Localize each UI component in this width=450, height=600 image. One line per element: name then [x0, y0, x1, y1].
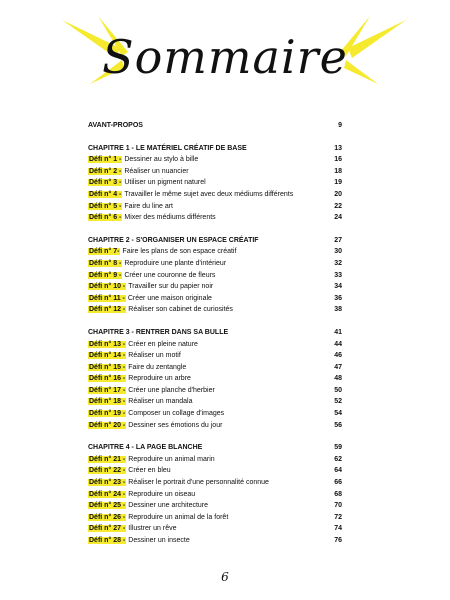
challenge-title: Réaliser son cabinet de curiosités: [128, 306, 233, 314]
toc-challenge-row[interactable]: [88, 258, 342, 270]
challenge-page: 68: [334, 490, 342, 498]
challenge-title: Dessiner une architecture: [128, 502, 209, 510]
challenge-page: 47: [334, 363, 342, 371]
challenge-title: Travailler le même sujet avec deux médiums différents: [124, 190, 294, 198]
challenge-title: Mixer des médiums différents: [124, 214, 216, 222]
challenge-title: Réaliser un motif: [128, 352, 181, 360]
toc-challenge-row[interactable]: [88, 154, 342, 166]
challenge-title: Reproduire un arbre: [128, 375, 191, 383]
challenge-tag: Défi n° 11 -: [89, 294, 125, 302]
challenge-title: Réaliser un nuancier: [124, 167, 189, 175]
toc-challenge-row[interactable]: [88, 246, 342, 258]
table-of-contents: [88, 120, 342, 547]
challenge-tag: Défi n° 28 -: [89, 537, 126, 544]
toc-challenge-row[interactable]: [88, 535, 342, 547]
challenge-title: Dessiner ses émotions du jour: [128, 421, 223, 429]
toc-challenge-row[interactable]: [88, 489, 342, 501]
challenge-page: 50: [334, 386, 342, 394]
challenge-tag: Défi n° 14 -: [89, 352, 126, 360]
challenge-page: 38: [334, 306, 342, 314]
toc-chapter-page: 41: [334, 328, 342, 336]
toc-challenge-row[interactable]: [88, 500, 342, 512]
challenge-tag: Défi n° 20 -: [89, 421, 126, 429]
challenge-page: 44: [334, 340, 342, 348]
toc-intro-page: 9: [338, 122, 342, 129]
toc-chapter-row[interactable]: [88, 143, 342, 155]
toc-intro-row[interactable]: [88, 120, 342, 132]
challenge-tag: Défi n° 26 -: [89, 513, 126, 521]
toc-challenge-row[interactable]: [88, 512, 342, 524]
challenge-tag: Défi n° 6 -: [89, 214, 122, 222]
challenge-title: Faire du zentangle: [128, 363, 187, 371]
challenge-title: Travailler sur du papier noir: [128, 283, 214, 291]
challenge-page: 34: [334, 283, 342, 291]
toc-challenge-row[interactable]: [88, 189, 342, 201]
challenge-tag: Défi n° 13 -: [89, 340, 126, 348]
toc-challenge-row[interactable]: [88, 304, 342, 316]
challenge-tag: Défi n° 8 -: [89, 259, 122, 267]
challenge-tag: Défi n° 17 -: [89, 386, 126, 394]
challenge-tag: Défi n° 9 -: [89, 271, 122, 279]
toc-chapter-title: CHAPITRE 3 - RENTRER DANS SA BULLE: [88, 328, 229, 336]
challenge-tag: Défi n° 10 -: [89, 283, 126, 291]
challenge-page: 16: [334, 156, 342, 164]
toc-challenge-row[interactable]: [88, 201, 342, 213]
challenge-page: 32: [334, 259, 342, 267]
toc-challenge-row[interactable]: [88, 339, 342, 351]
challenge-title: Faire les plans de son espace créatif: [122, 248, 237, 256]
toc-spacer: [88, 316, 342, 327]
challenge-tag: Défi n° 25 -: [89, 502, 126, 510]
challenge-title: Utiliser un pigment naturel: [124, 179, 206, 187]
challenge-page: 62: [334, 455, 342, 463]
challenge-tag: Défi n° 4 -: [89, 190, 122, 198]
challenge-page: 76: [334, 537, 342, 544]
challenge-tag: Défi n° 19 -: [89, 410, 126, 418]
toc-chapter-title: CHAPITRE 2 - S'ORGANISER UN ESPACE CRÉATIF: [88, 236, 259, 244]
toc-chapter-row[interactable]: [88, 235, 342, 247]
challenge-tag: Défi n° 7-: [89, 248, 120, 256]
challenge-tag: Défi n° 22 -: [89, 467, 126, 475]
toc-challenge-row[interactable]: [88, 465, 342, 477]
toc-challenge-row[interactable]: [88, 420, 342, 432]
challenge-page: 52: [334, 398, 342, 406]
challenge-title: Réaliser un mandala: [128, 398, 193, 406]
challenge-tag: Défi n° 27 -: [89, 525, 126, 533]
challenge-tag: Défi n° 12 -: [89, 306, 126, 314]
toc-spacer: [88, 431, 342, 442]
toc-chapter-row[interactable]: [88, 327, 342, 339]
challenge-title: Illustrer un rêve: [128, 525, 177, 533]
challenge-page: 20: [334, 190, 342, 198]
challenge-title: Dessiner au stylo à bille: [124, 156, 199, 164]
challenge-page: 64: [334, 467, 342, 475]
toc-challenge-row[interactable]: [88, 385, 342, 397]
challenge-page: 48: [334, 375, 342, 383]
toc-intro-label: AVANT-PROPOS: [88, 122, 143, 129]
challenge-title: Réaliser le portrait d'une personnalité connue: [128, 479, 269, 487]
challenge-tag: Défi n° 18 -: [89, 398, 126, 406]
challenge-title: Reproduire une plante d'intérieur: [124, 259, 227, 267]
toc-challenge-row[interactable]: [88, 477, 342, 489]
page-title: Sommaire: [102, 30, 348, 84]
challenge-title: Créer une couronne de fleurs: [124, 271, 216, 279]
challenge-title: Créer en bleu: [128, 467, 171, 475]
toc-challenge-row[interactable]: [88, 177, 342, 189]
challenge-page: 36: [334, 294, 342, 302]
challenge-page: 33: [334, 271, 342, 279]
toc-challenge-row[interactable]: [88, 166, 342, 178]
challenge-title: Créer une planche d'herbier: [128, 386, 215, 394]
challenge-title: Reproduire un animal de la forêt: [128, 513, 229, 521]
challenge-page: 24: [334, 214, 342, 222]
challenge-title: Créer une maison originale: [127, 294, 212, 302]
challenge-page: 70: [334, 502, 342, 510]
challenge-title: Composer un collage d'images: [128, 410, 225, 418]
challenge-tag: Défi n° 24 -: [89, 490, 126, 498]
challenge-tag: Défi n° 5 -: [89, 202, 122, 210]
toc-challenge-row[interactable]: [88, 408, 342, 420]
challenge-tag: Défi n° 23 -: [89, 479, 126, 487]
toc-challenge-row[interactable]: [88, 293, 342, 305]
challenge-page: 66: [334, 479, 342, 487]
toc-challenge-row[interactable]: [88, 373, 342, 385]
toc-challenge-row[interactable]: [88, 270, 342, 282]
challenge-title: Reproduire un oiseau: [128, 490, 196, 498]
challenge-page: 46: [334, 352, 342, 360]
challenge-page: 18: [334, 167, 342, 175]
toc-challenge-row[interactable]: [88, 523, 342, 535]
challenge-page: 22: [334, 202, 342, 210]
toc-chapter-row[interactable]: [88, 442, 342, 454]
challenge-page: 19: [334, 179, 342, 187]
challenge-title: Créer en pleine nature: [128, 340, 198, 348]
toc-challenge-row[interactable]: [88, 281, 342, 293]
challenge-tag: Défi n° 15 -: [89, 363, 126, 371]
toc-challenge-row[interactable]: [88, 396, 342, 408]
challenge-tag: Défi n° 2 -: [89, 167, 122, 175]
toc-chapter-page: 27: [334, 236, 342, 244]
challenge-page: 74: [334, 525, 342, 533]
toc-challenge-row[interactable]: [88, 454, 342, 466]
challenge-tag: Défi n° 16 -: [89, 375, 126, 383]
toc-spacer: [88, 224, 342, 235]
toc-chapter-page: 13: [334, 144, 342, 152]
challenge-page: 72: [334, 513, 342, 521]
toc-challenge-row[interactable]: [88, 212, 342, 224]
challenge-tag: Défi n° 21 -: [89, 455, 126, 463]
challenge-page: 54: [334, 410, 342, 418]
challenge-title: Reproduire un animal marin: [128, 455, 215, 463]
toc-spacer: [88, 132, 342, 143]
challenge-page: 30: [334, 248, 342, 256]
challenge-tag: Défi n° 3 -: [89, 179, 122, 187]
toc-challenge-row[interactable]: [88, 350, 342, 362]
challenge-title: Dessiner un insecte: [128, 537, 190, 544]
challenge-title: Faire du line art: [124, 202, 173, 210]
toc-challenge-row[interactable]: [88, 362, 342, 374]
challenge-page: 56: [334, 421, 342, 429]
toc-chapter-title: CHAPITRE 4 - LA PAGE BLANCHE: [88, 444, 203, 452]
toc-chapter-page: 59: [334, 444, 342, 452]
challenge-tag: Défi n° 1 -: [89, 156, 122, 164]
toc-chapter-title: CHAPITRE 1 - LE MATÉRIEL CRÉATIF DE BASE: [88, 144, 247, 152]
page-number: 6: [221, 570, 229, 584]
